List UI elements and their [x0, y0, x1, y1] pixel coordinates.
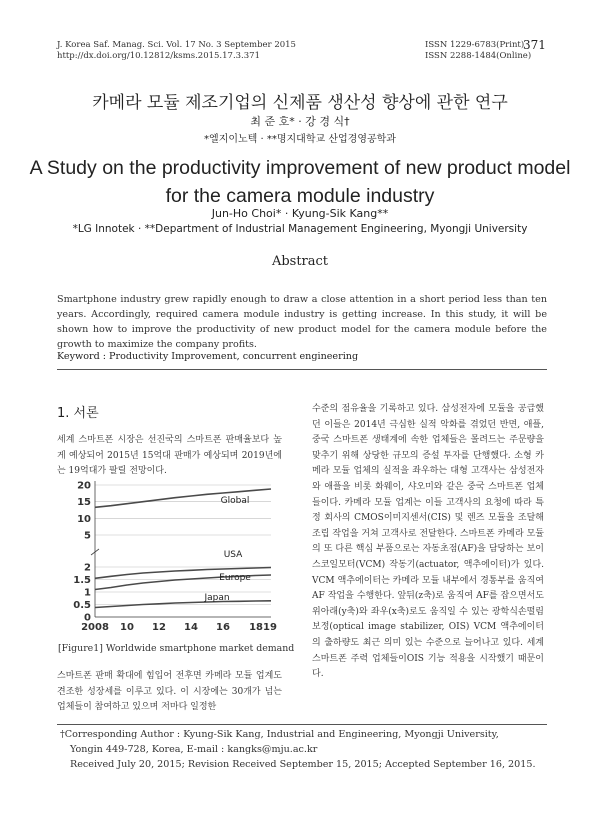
y-tick-label: 0.5	[73, 600, 91, 611]
y-tick-label: 10	[77, 513, 91, 525]
korean-affiliation: *엘지이노텍 · **명지대학교 산업경영공학과	[204, 134, 396, 145]
x-tick-label: 14	[184, 622, 198, 633]
intro-paragraph-1: 세계 스마트폰 시장은 선진국의 스마트폰 판매율보다 높게 예상되어 2015년 15억대 판매가 예상되며 2019년에는 19억대가 팔릴 전망이다.	[57, 435, 282, 477]
series-label: USA	[223, 550, 243, 560]
x-tick-label: 10	[120, 622, 134, 633]
x-tick-label: 12	[152, 622, 166, 633]
abstract-divider	[57, 369, 547, 370]
y-tick-label: 0	[84, 612, 91, 624]
received-dates: Received July 20, 2015; Revision Received September 15, 2015; Accepted September 16, 2015.	[70, 759, 536, 770]
corresponding-line2: Yongin 449-728, Korea, E-mail : kangks@mju.ac.kr	[70, 744, 318, 755]
y-tick-label: 15	[77, 497, 91, 509]
figure1-chart	[57, 477, 277, 637]
x-tick-label: 2008	[81, 622, 109, 633]
issn-print: ISSN 1229-6783(Print)	[425, 40, 525, 50]
y-tick-label: 1	[84, 587, 91, 599]
series-label: Europe	[219, 573, 251, 583]
english-affiliation: *LG Innotek · **Department of Industrial Management Engineering, Myongji University	[72, 223, 528, 235]
abstract-body: Smartphone industry grew rapidly enough to draw a close attention in a short period less than ten years. Accordingly, required camera module industry is getting increase. In this study, it will be shown how to improve the productivity of new product model for the camera module before the growth to maximize the company profits.	[57, 294, 547, 350]
x-tick-label: 16	[216, 622, 230, 633]
journal-line: J. Korea Saf. Manag. Sci. Vol. 17 No. 3 September 2015	[57, 40, 296, 50]
y-tick-label: 2	[84, 562, 91, 574]
intro-paragraph-2: 스마트폰 판매 확대에 힘입어 전후면 카메라 모듈 업계도 견조한 성장세를 이루고 있다. 이 시장에는 30개가 넘는 업체들이 참여하고 있으며 저마다 일정한	[57, 671, 282, 713]
intro-right-column: 수준의 점유율을 기록하고 있다. 삼성전자에 모듈을 공급했던 이들은 2014년 극심한 실적 악화를 겪었던 반면, 애플, 중국 스마트폰 생태계에 속한 업체들은 몰려드는 주문량을 맞추기 위해 상당한 규모의 증설 투자를 단행했다. 소형 카메라 모듈 업체의 실적을 좌우하는 대형 고객사는 삼성전자와 애플을 비롯 화웨이, 샤오미와 같은 중국 스마트폰 업체들이다. 카메라 모듈 업계는 이들 고객사의 요청에 따라 특정 회사의 CMOS이미지센서(CIS) 및 렌즈 모듈을 조달해 조립 작업을 거쳐 고객사로 전달한다. 스마트폰 카메라 모듈의 또 다른 핵심 부품으로는 자동초점(AF)을 담당하는 보이스코일모터(VCM) 작동기(actuator, 액추에이터)가 있다. VCM 액추에이터는 카메라 모듈 내부에서 경통부를 움직여 AF 작업을 수행한다. 앞뒤(z축)로 움직여 AF를 잡으면서도 위아래(y축)와 좌우(x축)로도 움직일 수 있는 광학식손떨림보정(optical image stabilizer, OIS) VCM 액추에이터의 출하량도 최근 의미 있는 수준으로 늘어나고 있다. 세계 스마트폰 주력 업체들이OIS 기능 적용을 시작했기 때문이다.	[312, 404, 544, 680]
x-tick-label: 1819	[249, 622, 277, 633]
figure1-caption: [Figure1] Worldwide smartphone market demand	[58, 643, 295, 654]
journal-citation	[57, 40, 296, 62]
footnote	[60, 727, 550, 772]
doi-link[interactable]: http://dx.doi.org/10.12812/ksms.2015.17.3.371	[57, 51, 260, 61]
korean-title: 카메라 모듈 제조기업의 신제품 생산성 향상에 관한 연구	[92, 93, 508, 113]
section-heading: 1. 서론	[57, 406, 99, 421]
issn-online: ISSN 2288-1484(Online)	[425, 51, 532, 61]
keywords: Keyword : Productivity Improvement, concurrent engineering	[57, 351, 359, 362]
page-number: 371	[523, 38, 546, 52]
series-label: Japan	[204, 593, 230, 603]
series-label: Global	[220, 496, 250, 506]
y-tick-label: 20	[77, 480, 91, 492]
korean-authors: 최 준 호* · 강 경 식†	[250, 115, 350, 128]
abstract-heading: Abstract	[271, 254, 329, 269]
issn-block	[425, 40, 531, 62]
corresponding-line1: †Corresponding Author : Kyung-Sik Kang, Industrial and Engineering, Myongji University,	[60, 729, 499, 740]
footer-divider	[57, 724, 547, 725]
english-title-line2: for the camera module industry	[165, 185, 435, 207]
english-authors: Jun-Ho Choi* · Kyung-Sik Kang**	[211, 207, 389, 220]
english-title	[0, 154, 600, 210]
y-tick-label: 5	[84, 530, 91, 542]
y-tick-label: 1.5	[73, 575, 91, 586]
english-title-line1: A Study on the productivity improvement of new product model	[29, 157, 571, 179]
